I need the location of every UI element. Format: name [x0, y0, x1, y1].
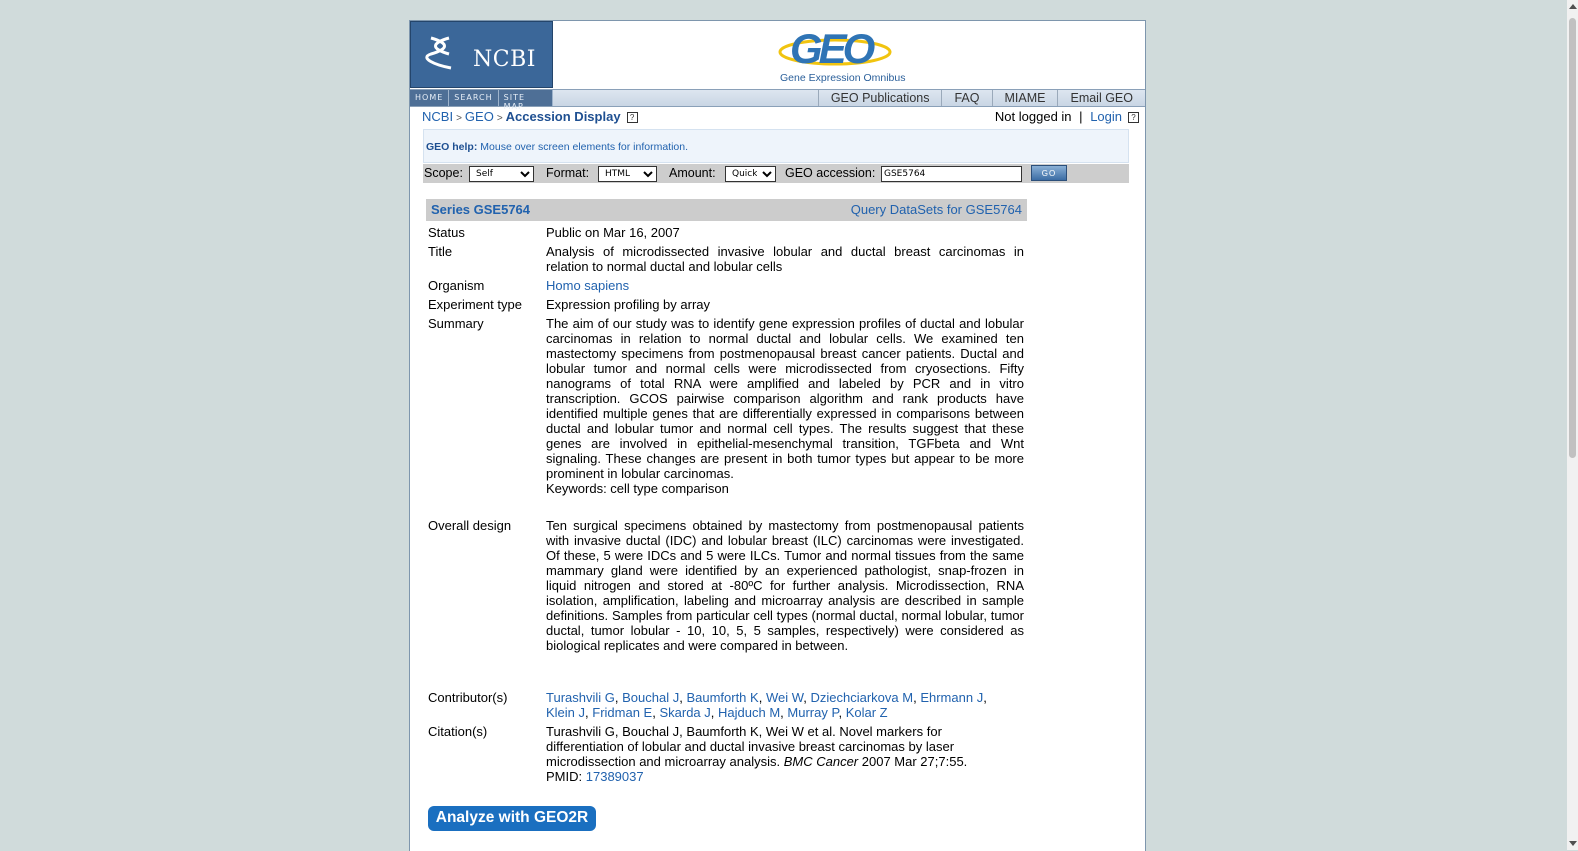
- top-nav-bar: [410, 89, 1145, 111]
- organism-label: Organism: [428, 278, 485, 293]
- help-icon[interactable]: ?: [627, 112, 638, 123]
- breadcrumb-ncbi[interactable]: NCBI: [422, 109, 454, 124]
- title-value: Analysis of microdissected invasive lobular and ductal breast carcinomas in relation to normal ductal and lobular cells: [546, 244, 1024, 274]
- series-header: [426, 199, 1027, 221]
- contributor-link[interactable]: Klein J: [546, 705, 586, 720]
- breadcrumb-separator: >: [496, 113, 503, 124]
- ncbi-nav: [410, 90, 553, 111]
- status-value: Public on Mar 16, 2007: [546, 225, 680, 240]
- contributors-label: Contributor(s): [428, 690, 508, 705]
- go-button[interactable]: GO: [1031, 165, 1067, 181]
- format-label: Format:: [546, 166, 590, 180]
- citation-text: Turashvili G, Bouchal J, Baumforth K, Wei W et al. Novel markers for differentiation of lobular and ductal invasive breast carcinomas by laser microdissection and microarray analysis.: [546, 724, 955, 769]
- ncbi-logo-text: NCBI: [473, 47, 536, 72]
- experiment-type-label: Experiment type: [428, 297, 522, 312]
- nav-faq[interactable]: FAQ: [941, 90, 991, 106]
- nav-miame[interactable]: MIAME: [992, 90, 1058, 106]
- geo-help-message: Mouse over screen elements for information.: [480, 141, 689, 153]
- nav-geo-publications[interactable]: GEO Publications: [818, 90, 942, 106]
- query-datasets-link[interactable]: Query DataSets for GSE5764: [850, 202, 1022, 217]
- analyze-with-geo2r-button[interactable]: Analyze with GEO2R: [428, 806, 596, 831]
- contributor-link[interactable]: Dziechciarkova M: [810, 690, 914, 705]
- geo-help-label: GEO help:: [426, 141, 478, 153]
- geo-nav: [818, 90, 1145, 106]
- citation-journal: BMC Cancer: [783, 754, 859, 769]
- breadcrumb-separator: >: [456, 113, 462, 124]
- amount-label: Amount:: [669, 166, 716, 180]
- overall-design-label: Overall design: [428, 518, 512, 533]
- citation-ref: 2007 Mar 27;7:55.: [861, 754, 968, 769]
- experiment-type-value: Expression profiling by array: [546, 297, 711, 312]
- contributor-link[interactable]: Baumforth K: [686, 690, 759, 705]
- help-icon[interactable]: ?: [1128, 112, 1139, 123]
- citations-label: Citation(s): [428, 724, 488, 739]
- breadcrumb-current: Accession Display: [505, 109, 621, 124]
- page-container: [409, 20, 1146, 851]
- contributor-link[interactable]: Kolar Z: [845, 705, 888, 720]
- summary-label: Summary: [428, 316, 484, 331]
- login-area: [995, 109, 1139, 124]
- geo-logo-text: GEO: [790, 25, 872, 72]
- summary-value: The aim of our study was to identify gene expression profiles of ductal and lobular carcinomas in relation to normal ductal and lobular cells. We examined ten mastectomy specimens from postmenopausal breast cancer patients. Ductal and lobular tumor and normal cells were microdissected from cryosections. Fifty nanograms of total RNA were amplified and labeled by PCR and in vitro transcription. GCOS pairwise comparison algorithm and rank products have identified multiple genes that are differentially expressed in comparisons between ductal and lobular tumor and normal cell types. The results suggest that these genes are involved in epithelial-mesenchymal transition, TGFbeta and Wnt signaling. These changes are present in both tumor types but appear to be more prominent in lobular carcinomas.: [546, 316, 1024, 481]
- geo-accession-label: GEO accession:: [785, 166, 876, 180]
- nav-search[interactable]: SEARCH: [449, 90, 498, 106]
- pmid-link[interactable]: 17389037: [585, 769, 644, 784]
- geo-accession-input[interactable]: [881, 166, 1022, 182]
- nav-email-geo[interactable]: Email GEO: [1057, 90, 1145, 106]
- geo-logo[interactable]: [770, 27, 910, 87]
- status-label: Status: [428, 225, 465, 240]
- geo-help-box: [423, 129, 1129, 163]
- summary-cell: [546, 316, 1024, 496]
- scope-label: Scope:: [424, 166, 463, 180]
- geo-help-text: [426, 141, 688, 153]
- contributor-link[interactable]: Ehrmann J: [920, 690, 984, 705]
- login-separator: |: [1079, 109, 1083, 124]
- contributor-link[interactable]: Turashvili G: [546, 690, 615, 705]
- scroll-up-arrow-icon[interactable]: [1569, 4, 1577, 9]
- scrollbar-thumb[interactable]: [1569, 18, 1576, 458]
- breadcrumb-geo[interactable]: GEO: [464, 109, 494, 124]
- contributor-link[interactable]: Murray P: [787, 705, 839, 720]
- citation-cell: [546, 724, 996, 784]
- nav-site-map[interactable]: SITE MAP: [499, 90, 553, 106]
- login-link[interactable]: Login: [1090, 109, 1122, 124]
- organism-link[interactable]: Homo sapiens: [546, 278, 630, 293]
- contributor-link[interactable]: Bouchal J: [622, 690, 680, 705]
- contributors-list: Turashvili G, Bouchal J, Baumforth K, Wei W, Dziechciarkova M, Ehrmann J, Klein J, Fridman E, Skarda J, Hajduch M, Murray P, Kolar Z: [546, 690, 987, 720]
- query-bar: [423, 164, 1129, 183]
- summary-keywords: Keywords: cell type comparison: [546, 481, 729, 496]
- contributor-link[interactable]: Fridman E: [592, 705, 653, 720]
- contributor-link[interactable]: Wei W: [765, 690, 804, 705]
- contributor-link[interactable]: Hajduch M: [718, 705, 781, 720]
- geo-logo-subtitle: Gene Expression Omnibus: [780, 72, 906, 84]
- overall-design-value: Ten surgical specimens obtained by mastectomy from postmenopausal patients with invasive ductal (IDC) and lobular breast (ILC) carcinomas were investigated. Of these, 5 were IDCs and 5 were ILCs. Tumor and normal tissues from the same mammary gland were identified by an experienced pathologist, snap-frozen in liquid nitrogen and stored at -80ºC for further analysis. Microdissection, RNA isolation, amplification, labeling and microarray analysis are described in sample definitions. Samples from particular cell types (normal ductal, normal lobular, tumor ductal, tumor lobular - 10, 10, 5, 5 samples, respectively) were considered as biological replicates and were compared in between.: [546, 518, 1024, 653]
- scroll-down-arrow-icon[interactable]: [1569, 841, 1577, 846]
- vertical-scrollbar[interactable]: [1567, 0, 1578, 850]
- pmid-label: PMID:: [546, 769, 583, 784]
- organism-cell: [546, 278, 1024, 293]
- series-title: Series GSE5764: [431, 202, 531, 217]
- contributor-link[interactable]: Skarda J: [659, 705, 711, 720]
- ncbi-logo[interactable]: [410, 21, 553, 88]
- dna-helix-icon: [425, 35, 455, 71]
- nav-home[interactable]: HOME: [410, 90, 449, 106]
- breadcrumb: [422, 109, 638, 124]
- scope-select[interactable]: [469, 166, 534, 182]
- login-status: Not logged in: [994, 109, 1072, 124]
- title-label: Title: [428, 244, 453, 259]
- format-select[interactable]: [598, 166, 657, 182]
- amount-select[interactable]: [725, 166, 776, 182]
